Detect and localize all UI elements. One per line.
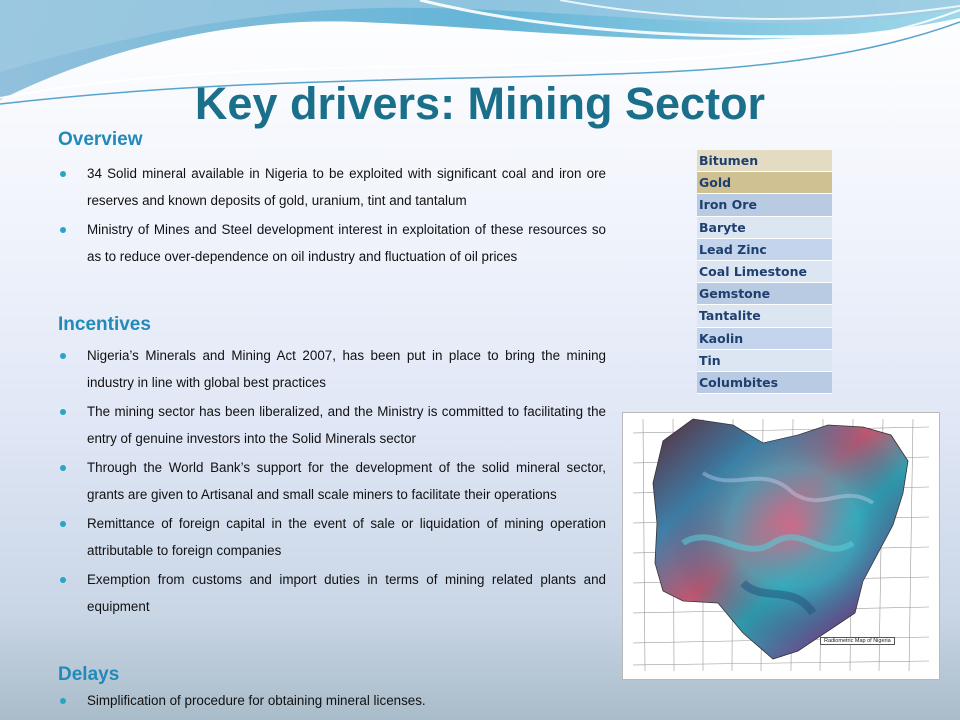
list-item: Remittance of foreign capital in the event of sale or liquidation of mining operation attributable to foreign companies: [58, 511, 606, 564]
mineral-cell: Iron Ore: [697, 194, 832, 216]
table-row: [697, 327, 832, 349]
map-caption: Radiometric Map of Nigeria: [820, 637, 895, 645]
mineral-cell: Gemstone: [697, 283, 832, 305]
table-row: [697, 371, 832, 393]
delays-list: [58, 688, 606, 718]
table-row: [697, 349, 832, 371]
list-item: Nigeria’s Minerals and Mining Act 2007, has been put in place to bring the mining industry in line with global best practices: [58, 343, 606, 396]
overview-heading: Overview: [58, 129, 143, 150]
radiometric-map-image: [622, 412, 940, 680]
mineral-cell: Columbites: [697, 371, 832, 393]
list-item: The mining sector has been liberalized, and the Ministry is committed to facilitating the entry of genuine investors into the Solid Minerals sector: [58, 399, 606, 452]
delays-heading: Delays: [58, 664, 120, 685]
table-row: [697, 150, 832, 172]
table-row: [697, 194, 832, 216]
overview-list: [58, 161, 606, 273]
mineral-cell: Tin: [697, 349, 832, 371]
list-item: Through the World Bank’s support for the development of the solid mineral sector, grants are given to Artisanal and small scale miners to facilitate their operations: [58, 455, 606, 508]
mineral-cell: Coal Limestone: [697, 260, 832, 282]
incentives-list: [58, 343, 606, 623]
mineral-cell: Gold: [697, 172, 832, 194]
mineral-cell: Bitumen: [697, 150, 832, 172]
table-row: [697, 172, 832, 194]
minerals-table: [697, 150, 832, 394]
mineral-cell: Baryte: [697, 216, 832, 238]
table-row: [697, 305, 832, 327]
table-row: [697, 260, 832, 282]
table-row: [697, 283, 832, 305]
mineral-cell: Lead Zinc: [697, 238, 832, 260]
list-item: Exemption from customs and import duties in terms of mining related plants and equipment: [58, 567, 606, 620]
list-item: 34 Solid mineral available in Nigeria to be exploited with significant coal and iron ore reserves and known deposits of gold, uranium, tint and tantalum: [58, 161, 606, 214]
table-row: [697, 238, 832, 260]
list-item: Ministry of Mines and Steel development interest in exploitation of these resources so as to reduce over-dependence on oil industry and fluctuation of oil prices: [58, 217, 606, 270]
mineral-cell: Kaolin: [697, 327, 832, 349]
mineral-cell: Tantalite: [697, 305, 832, 327]
table-row: [697, 216, 832, 238]
list-item: Simplification of procedure for obtaining mineral licenses.: [58, 688, 606, 715]
incentives-heading: Incentives: [58, 314, 151, 335]
slide-title: Key drivers: Mining Sector: [194, 78, 766, 129]
